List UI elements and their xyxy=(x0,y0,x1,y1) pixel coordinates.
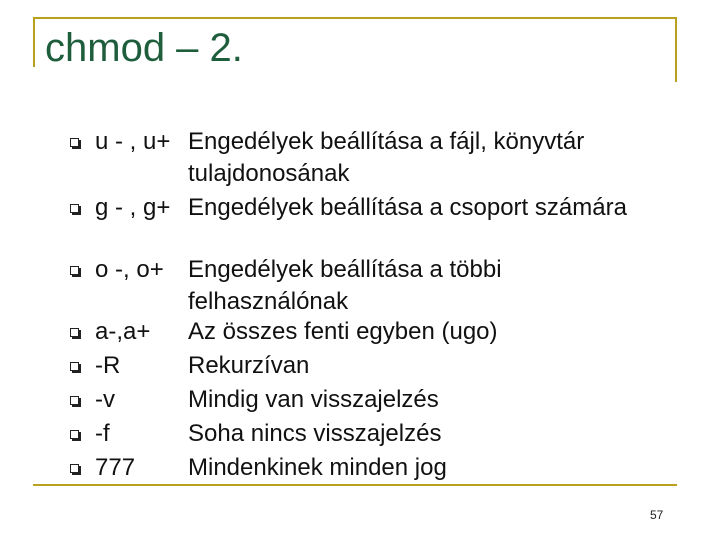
option-label: g - , g+ xyxy=(95,194,171,221)
square-bullet-icon xyxy=(70,362,79,371)
option-label: 777 xyxy=(95,454,136,481)
square-bullet-icon xyxy=(70,464,79,473)
option-description: Engedélyek beállítása a többi felhasználónak xyxy=(188,256,502,315)
option-description: Rekurzívan xyxy=(188,352,310,379)
option-label: o -, o+ xyxy=(95,256,164,283)
option-label: -f xyxy=(95,420,110,447)
square-bullet-icon xyxy=(70,204,79,213)
square-bullet-icon xyxy=(70,266,79,275)
option-label: -v xyxy=(95,386,115,413)
frame-right-rule xyxy=(675,17,677,82)
option-label: a-,a+ xyxy=(95,318,151,345)
option-description: Mindenkinek minden jog xyxy=(188,454,447,481)
square-bullet-icon xyxy=(70,328,79,337)
option-label: -R xyxy=(95,352,121,379)
slide-title: chmod – 2. xyxy=(45,26,243,70)
option-description: Az összes fenti egyben (ugo) xyxy=(188,318,498,345)
option-description: Soha nincs visszajelzés xyxy=(188,420,442,447)
frame-top-rule xyxy=(33,17,677,19)
option-description: Mindig van visszajelzés xyxy=(188,386,439,413)
option-description: Engedélyek beállítása a fájl, könyvtár tulajdonosának xyxy=(188,128,585,187)
square-bullet-icon xyxy=(70,138,79,147)
option-label: u - , u+ xyxy=(95,128,171,155)
square-bullet-icon xyxy=(70,396,79,405)
square-bullet-icon xyxy=(70,430,79,439)
frame-left-rule xyxy=(33,17,35,67)
option-description: Engedélyek beállítása a csoport számára xyxy=(188,194,627,221)
page-number: 57 xyxy=(650,508,664,522)
frame-bottom-rule xyxy=(33,484,677,486)
